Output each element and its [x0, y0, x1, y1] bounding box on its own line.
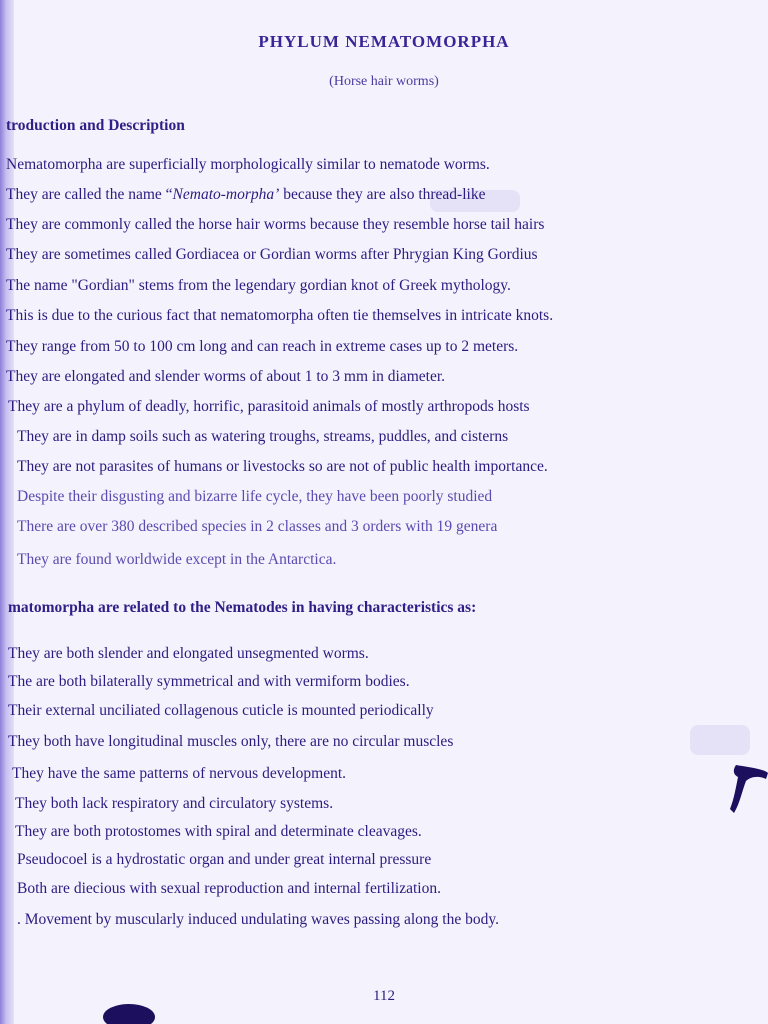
ink-smudge — [728, 765, 768, 813]
text-line: They both have longitudinal muscles only, there are no circular muscles — [8, 733, 454, 750]
text-line: . Movement by muscularly induced undulating waves passing along the body. — [17, 911, 499, 928]
text-line: They are in damp soils such as watering troughs, streams, puddles, and cisterns — [17, 428, 509, 445]
page-title: PHYLUM NEMATOMORPHA — [258, 32, 510, 51]
text-line: They both lack respiratory and circulatory systems. — [15, 795, 334, 812]
text-line: They are a phylum of deadly, horrific, parasitoid animals of mostly arthropods hosts — [8, 398, 530, 415]
book-spine-shadow — [0, 0, 14, 1024]
text-line: They are both slender and elongated unsegmented worms. — [8, 645, 369, 662]
text-line: They have the same patterns of nervous development. — [12, 765, 346, 782]
text-line: Despite their disgusting and bizarre life cycle, they have been poorly studied — [17, 488, 493, 505]
text-line: Pseudocoel is a hydrostatic organ and under great internal pressure — [17, 851, 432, 868]
text-line: The are both bilaterally symmetrical and with vermiform bodies. — [8, 673, 410, 690]
text-line: Both are diecious with sexual reproduction and internal fertilization. — [17, 880, 441, 897]
text-line: They are sometimes called Gordiacea or Gordian worms after Phrygian King Gordius — [6, 246, 538, 263]
text-line: They range from 50 to 100 cm long and can reach in extreme cases up to 2 meters. — [6, 338, 519, 355]
bleed-through-mark — [690, 725, 750, 755]
text-line — [6, 186, 485, 204]
page-number: 112 — [373, 988, 395, 1004]
text-span: They are called the name “ — [6, 186, 173, 203]
text-line: Nematomorpha are superficially morphologically similar to nematode worms. — [6, 156, 490, 173]
text-line: Their external unciliated collagenous cuticle is mounted periodically — [8, 702, 434, 719]
italic-term: Nemato-morpha’ — [172, 186, 280, 203]
text-line: This is due to the curious fact that nematomorpha often tie themselves in intricate knots. — [6, 307, 554, 324]
text-line: They are both protostomes with spiral and determinate cleavages. — [15, 823, 422, 840]
text-line: They are commonly called the horse hair worms because they resemble horse tail hairs — [6, 216, 545, 233]
section-heading-characteristics: matomorpha are related to the Nematodes in having characteristics as: — [8, 599, 477, 616]
section-heading-introduction: troduction and Description — [6, 117, 185, 134]
text-line: They are elongated and slender worms of about 1 to 3 mm in diameter. — [6, 368, 446, 385]
ink-smudge — [103, 1004, 155, 1024]
page-subtitle: (Horse hair worms) — [329, 74, 439, 89]
text-line: There are over 380 described species in 2 classes and 3 orders with 19 genera — [17, 518, 498, 535]
text-line: They are found worldwide except in the Antarctica. — [17, 551, 337, 568]
text-span: because they are also thread-like — [279, 186, 486, 203]
text-line: They are not parasites of humans or livestocks so are not of public health importance. — [17, 458, 548, 475]
text-line: The name "Gordian" stems from the legendary gordian knot of Greek mythology. — [6, 277, 511, 294]
